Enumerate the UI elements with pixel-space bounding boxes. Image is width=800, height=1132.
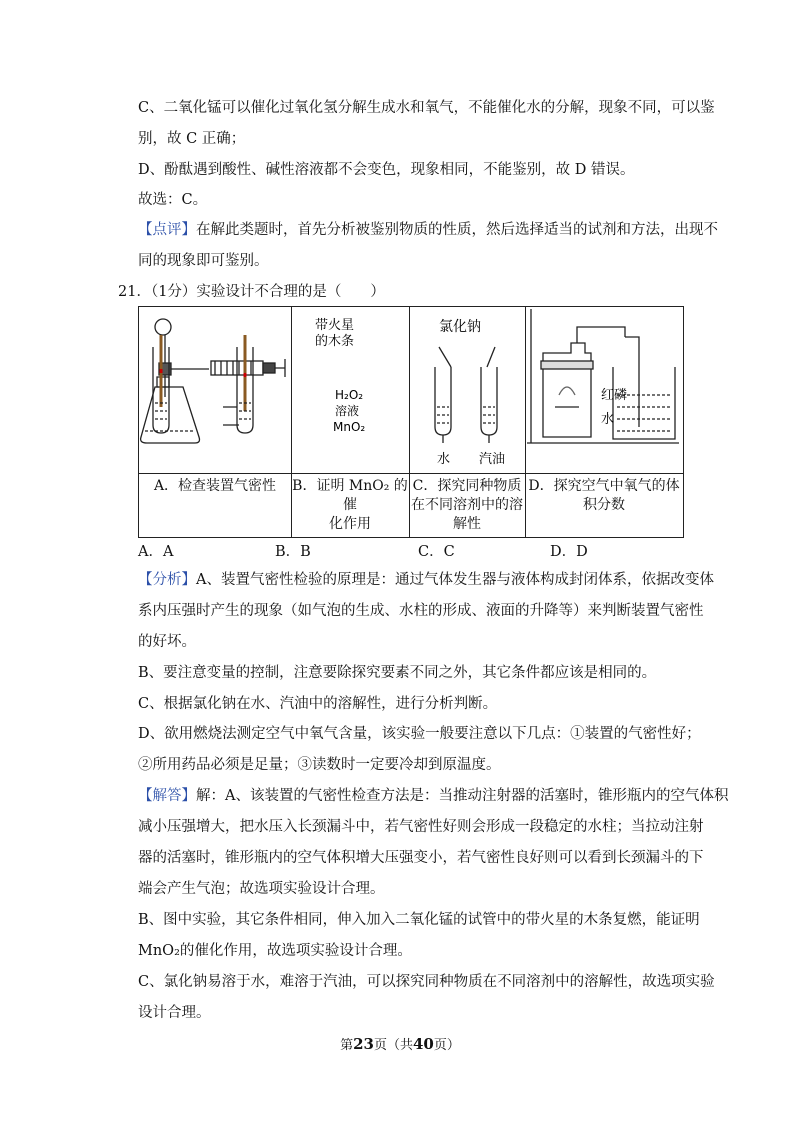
analysis-line: 的好坏。: [138, 634, 196, 650]
analysis-line: D、欲用燃烧法测定空气中氧气含量，该实验一般要注意以下几点：①装置的气密性好；: [138, 726, 701, 742]
d-label-w: 水: [601, 412, 615, 427]
solution-line: B、图中实验，其它条件相同，伸入加入二氧化锰的试管中的带火星的木条复燃，能证明: [138, 912, 700, 928]
b-label-mno2: MnO₂: [333, 420, 366, 434]
analysis-line: 系内压强时产生的现象（如气泡的生成、水柱的形成、液面的升降等）来判断装置气密性: [138, 603, 704, 619]
d-label-p: 红磷: [601, 388, 628, 403]
page-number: 23: [353, 1035, 374, 1053]
choice-a: A．A: [138, 544, 174, 560]
figure-row: [139, 307, 683, 474]
comment-tag: 【点评】: [138, 222, 196, 238]
solution-text: 解：A、该装置的气密性检查方法是：当推动注射器的活塞时，锥形瓶内的空气体积: [196, 788, 729, 804]
page-footer: [0, 1034, 800, 1053]
caption-d: [525, 477, 683, 515]
caption-a-text: A．检查装置气密性: [153, 478, 277, 494]
solution-line: 器的活塞时，锥形瓶内的空气体积增大压强变小，若气密性良好则可以看到长颈漏斗的下: [138, 850, 704, 866]
choice-d: D．D: [550, 544, 588, 560]
comment-text: 在解此类题时，首先分析被鉴别物质的性质，然后选择适当的试剂和方法，出现不: [196, 222, 718, 238]
solution-line: [138, 786, 728, 806]
text-line: 故选：C。: [138, 192, 208, 208]
footer-text: 第: [340, 1038, 354, 1053]
comment-line: [138, 220, 718, 240]
b-label-sol: 溶液: [335, 404, 360, 418]
b-label-top2: 的木条: [315, 334, 355, 349]
analysis-text: A、装置气密性检验的原理是：通过气体发生器与液体构成封闭体系，依据改变体: [196, 572, 714, 588]
caption-b-line: B．证明 MnO₂ 的催: [292, 478, 408, 513]
solution-tag: 【解答】: [138, 788, 196, 804]
caption-b-line: 化作用: [329, 516, 371, 532]
b-label-h2o2: H₂O₂: [335, 388, 364, 402]
choice-b: B．B: [275, 544, 311, 560]
analysis-line: [138, 570, 714, 590]
text-line: C、二氧化锰可以催化过氧化氢分解生成水和氧气，不能催化水的分解，现象不同，可以鉴: [138, 100, 715, 116]
caption-d-line: 积分数: [583, 497, 625, 513]
apparatus-figures: [139, 307, 683, 473]
c-label-top: 氯化钠: [439, 319, 481, 335]
analysis-line: B、要注意变量的控制，注意要除探究要素不同之外，其它条件都应该是相同的。: [138, 665, 657, 681]
caption-c-line: 在不同溶剂中的溶: [411, 497, 523, 513]
analysis-line: C、根据氯化钠在水、汽油中的溶解性，进行分析判断。: [138, 696, 498, 712]
text-line: D、酚酞遇到酸性、碱性溶液都不会变色，现象相同，不能鉴别，故 D 错误。: [138, 162, 635, 178]
analysis-line: ②所用药品必须是足量；③读数时一定要冷却到原温度。: [138, 757, 501, 773]
solution-line: 减小压强增大，把水压入长颈漏斗中，若气密性好则会形成一段稳定的水柱；当拉动注射: [138, 819, 704, 835]
caption-b: [291, 477, 409, 534]
figure-b-apparatus: [153, 335, 253, 433]
caption-c: [409, 477, 525, 534]
b-label-top: 带火星: [315, 318, 355, 333]
choice-c: C．C: [418, 544, 455, 560]
footer-text: 页）: [433, 1038, 460, 1053]
solution-line: C、氯化钠易溶于水，难溶于汽油，可以探究同种物质在不同溶剂中的溶解性，故选项实验: [138, 974, 715, 990]
figure-c-apparatus: [435, 347, 497, 443]
caption-d-line: D．探究空气中氧气的体: [528, 478, 680, 494]
caption-c-line: 解性: [453, 516, 481, 532]
c-label-oil: 汽油: [479, 452, 506, 467]
solution-line: MnO₂的催化作用，故选项实验设计合理。: [138, 943, 412, 959]
solution-line: 设计合理。: [138, 1005, 211, 1021]
text-line: 别，故 C 正确；: [138, 131, 246, 147]
text-line: 同的现象即可鉴别。: [138, 253, 269, 269]
page-total: 40: [413, 1035, 434, 1053]
footer-text: 页（共: [373, 1038, 413, 1053]
caption-c-line: C．探究同种物质: [412, 478, 522, 494]
analysis-tag: 【分析】: [138, 572, 196, 588]
figure-table: [138, 306, 684, 538]
solution-line: 端会产生气泡；故选项实验设计合理。: [138, 881, 385, 897]
c-label-water: 水: [437, 452, 451, 467]
caption-a: [139, 477, 291, 496]
question-stem: 21．（1分）实验设计不合理的是（ ）: [118, 284, 385, 300]
